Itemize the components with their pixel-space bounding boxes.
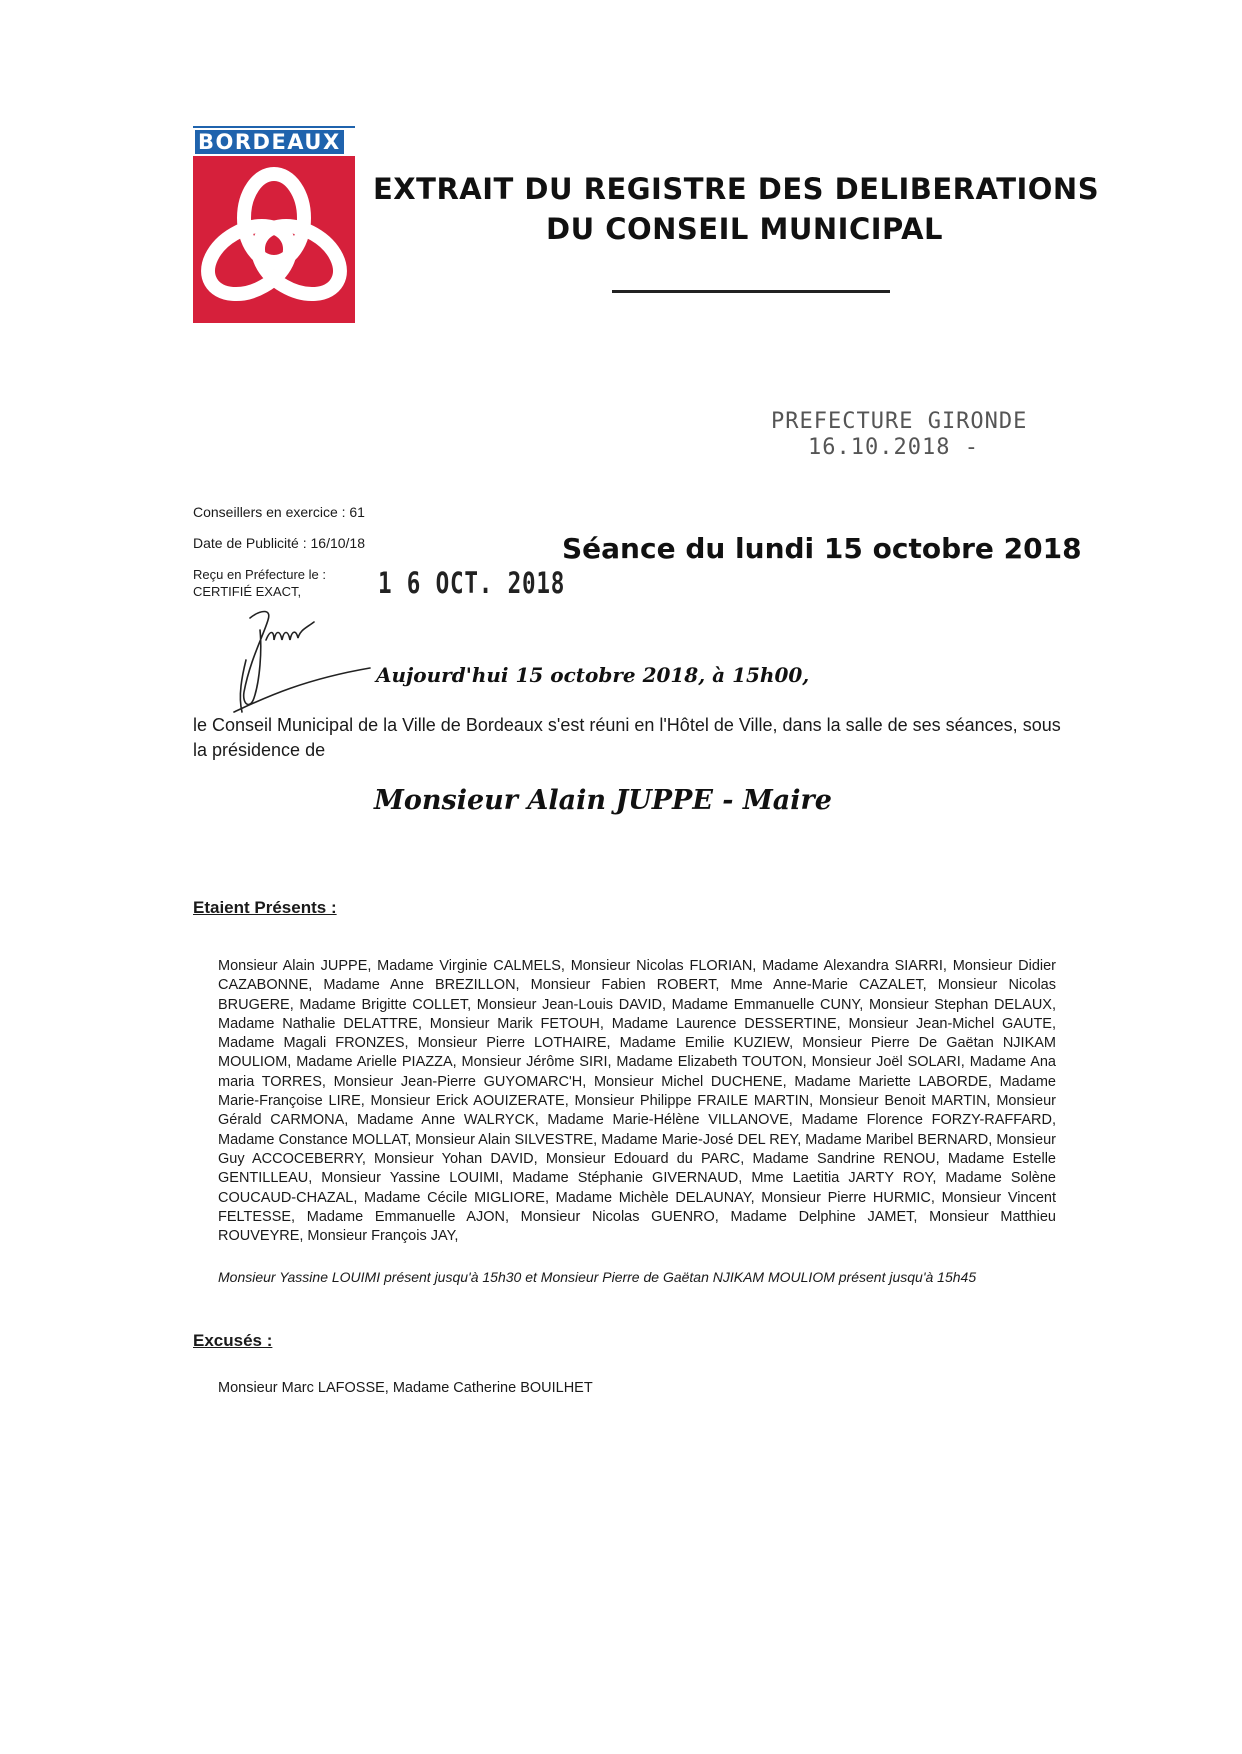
logo-wordmark: [193, 126, 355, 156]
president-name: Monsieur Alain JUPPE - Maire: [374, 785, 832, 816]
intro-paragraph: le Conseil Municipal de la Ville de Bordeaux s'est réuni en l'Hôtel de Ville, dans la salle de ses séances, sous la présidence de: [193, 715, 1061, 760]
logo-emblem: [193, 156, 355, 323]
document-title-line1: EXTRAIT DU REGISTRE DES DELIBERATIONS: [373, 172, 1100, 206]
recu-prefecture-label: Reçu en Préfecture le :: [193, 567, 326, 582]
document-title-line2: DU CONSEIL MUNICIPAL: [546, 212, 944, 246]
presents-heading: Etaient Présents :: [193, 898, 337, 917]
triquetra-icon: [193, 156, 355, 323]
bordeaux-logo: [193, 126, 355, 323]
signature-image: [220, 600, 380, 720]
logo-text: BORDEAUX: [195, 130, 344, 154]
excuses-list: Monsieur Marc LAFOSSE, Madame Catherine BOUILHET: [218, 1380, 593, 1396]
presents-list: Monsieur Alain JUPPE, Madame Virginie CALMELS, Monsieur Nicolas FLORIAN, Madame Alexandra SIARRI, Monsieur Didier CAZABONNE, Madame Anne BREZILLON, Monsieur Fabien ROBERT, Mme Anne-Marie CAZALET, Monsieur Nicolas BRUGERE, Madame Brigitte COLLET, Monsieur Jean-Louis DAVID, Madame Emmanuelle CUNY, Monsieur Stephan DELAUX, Madame Nathalie DELATTRE, Monsieur Marik FETOUH, Madame Laurence DESSERTINE, Monsieur Jean-Michel GAUTE, Madame Magali FRONZES, Monsieur Pierre LOTHAIRE, Madame Emilie KUZIEW, Monsieur Pierre De Gaëtan NJIKAM MOULIOM, Madame Arielle PIAZZA, Monsieur Jérôme SIRI, Madame Elizabeth TOUTON, Monsieur Joël SOLARI, Madame Ana maria TORRES, Monsieur Jean-Pierre GUYOMARC'H, Monsieur Michel DUCHENE, Madame Mariette LABORDE, Madame Marie-Françoise LIRE, Monsieur Erick AOUIZERATE, Monsieur Philippe FRAILE MARTIN, Monsieur Benoit MARTIN, Monsieur Gérald CARMONA, Madame Anne WALRYCK, Madame Marie-Hélène VILLANOVE, Madame Florence FORZY-RAFFARD, Madame Constance MOLLAT, Monsieur Alain SILVESTRE, Madame Marie-José DEL REY, Madame Maribel BERNARD, Monsieur Guy ACCOCEBERRY, Monsieur Yohan DAVID, Monsieur Edouard du PARC, Madame Sandrine RENOU, Madame Estelle GENTILLEAU, Monsieur Yassine LOUIMI, Madame Stéphanie GIVERNAUD, Mme Laetitia JARTY ROY, Madame Solène COUCAUD-CHAZAL, Madame Cécile MIGLIORE, Madame Michèle DELAUNAY, Monsieur Pierre HURMIC, Monsieur Vincent FELTESSE, Madame Emmanuelle AJON, Monsieur Nicolas GUENRO, Madame Delphine JAMET, Monsieur Matthieu ROUVEYRE, Monsieur François JAY,: [218, 958, 1056, 1245]
certifie-exact: CERTIFIÉ EXACT,: [193, 584, 302, 599]
title-divider: [612, 290, 890, 293]
excuses-heading: Excusés :: [193, 1331, 273, 1350]
recu-date-stamp: 1 6 OCT. 2018: [378, 566, 566, 600]
prefecture-stamp-date: 16.10.2018 -: [808, 435, 979, 460]
conseillers-count: Conseillers en exercice : 61: [193, 504, 365, 520]
publicite-date: Date de Publicité : 16/10/18: [193, 535, 366, 551]
seance-date-line: Aujourd'hui 15 octobre 2018, à 15h00,: [376, 663, 810, 687]
presents-note: Monsieur Yassine LOUIMI présent jusqu'à 15h30 et Monsieur Pierre de Gaëtan NJIKAM MOULIOM présent jusqu'à 15h45: [218, 1269, 977, 1285]
seance-heading: Séance du lundi 15 octobre 2018: [562, 532, 1082, 565]
prefecture-stamp-line1: PREFECTURE GIRONDE: [771, 409, 1028, 434]
